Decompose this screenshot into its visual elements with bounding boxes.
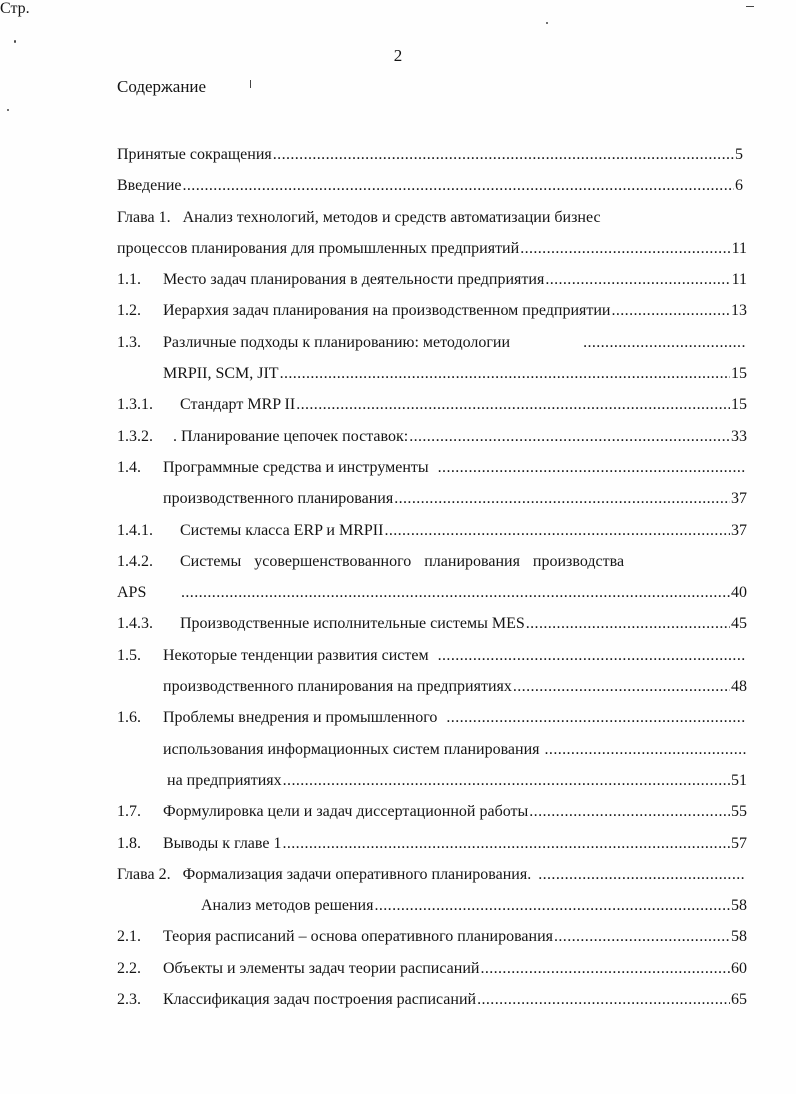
toc-entry-number: 1.3. — [117, 333, 141, 351]
toc-entry — [117, 139, 747, 170]
toc-entry-page: 11 — [731, 271, 747, 289]
toc-entry-page: 45 — [731, 615, 747, 633]
toc-entry-title-line: использования информационных систем планирования — [163, 740, 540, 758]
scan-speck — [746, 6, 754, 7]
toc-entry-continuation — [117, 890, 747, 921]
toc-entry-page: 60 — [731, 959, 747, 977]
toc-entry-page: 57 — [731, 834, 747, 852]
toc-entry-number: 1.4. — [117, 458, 141, 476]
toc-entry-number: 1.4.2. — [117, 552, 153, 570]
toc-entry-number: 1.2. — [117, 302, 141, 320]
toc-entry — [117, 452, 747, 483]
toc-entry — [117, 202, 747, 233]
toc-entry-page: 40 — [731, 584, 747, 602]
toc-entry-title-line: производственного планирования — [163, 490, 394, 508]
toc-entry-title: Выводы к главе 1 — [163, 834, 282, 852]
toc-entry-page: 58 — [731, 897, 747, 915]
toc-entry-title-line: Проблемы внедрения и промышленного — [163, 709, 438, 727]
toc-entry-title: Теория расписаний – основа оперативного планирования — [163, 928, 553, 946]
toc-entry-title: . Планирование цепочек поставок: — [173, 427, 409, 445]
toc-entry-page: 6 — [735, 177, 743, 195]
toc-entry-number: 1.6. — [117, 709, 141, 727]
toc-entry-title-line: производственного планирования на предприятиях — [163, 678, 512, 696]
toc-entry-number: 2.2. — [117, 959, 141, 977]
toc-entry — [117, 796, 747, 827]
toc-entry-title: Иерархия задач планирования на производственном предприятии — [163, 302, 611, 320]
toc-entry-number: 2.3. — [117, 991, 141, 1009]
toc-entry-page: 15 — [731, 365, 747, 383]
toc-entry-continuation — [117, 483, 747, 514]
toc-entry-continuation — [117, 671, 747, 702]
toc-entry — [117, 170, 747, 201]
toc-entry-page: 11 — [731, 239, 747, 257]
toc-entry — [117, 327, 747, 358]
toc-entry-title: Производственные исполнительные системы MES — [180, 615, 525, 633]
scan-speck — [250, 80, 251, 88]
toc-entry-number: 1.3.2. — [117, 427, 153, 445]
toc-entry-number: 1.7. — [117, 803, 141, 821]
toc-entry-title-line: Анализ методов решения — [201, 897, 374, 915]
toc-entry — [117, 389, 747, 420]
toc-entry — [117, 295, 747, 326]
toc-entry — [117, 608, 747, 639]
toc-entry-title-line: Некоторые тенденции развития систем — [163, 646, 429, 664]
toc-entry-continuation — [117, 233, 747, 264]
toc-entry — [117, 546, 747, 577]
toc-entry — [117, 984, 747, 1015]
toc-entry-number: 1.1. — [117, 271, 141, 289]
toc-entry-page: 5 — [735, 146, 743, 163]
toc-entry — [117, 953, 747, 984]
toc-entry-title-line: Глава 2. Формализация задачи оперативного планирования. — [117, 865, 532, 883]
toc-entry-page: 33 — [731, 427, 747, 445]
page-column-heading: Стр. — [0, 0, 30, 17]
toc-entry-page: 48 — [731, 678, 747, 696]
toc-entry-title-line: процессов планирования для промышленных предприятий — [117, 239, 520, 257]
toc-entry-continuation — [117, 358, 747, 389]
toc-entry — [117, 828, 747, 859]
toc-entry — [117, 640, 747, 671]
toc-entry-page: 37 — [731, 490, 747, 508]
toc-entry-title: Классификация задач построения расписаний — [163, 991, 477, 1009]
toc-entry-title-line: Программные средства и инструменты — [163, 458, 429, 476]
toc-entry-page: 15 — [731, 396, 747, 414]
toc-entry-title: Стандарт MRP II — [180, 396, 296, 414]
toc-entry-number: 1.8. — [117, 834, 141, 852]
toc-entry-number: 1.4.1. — [117, 521, 153, 539]
scan-speck — [14, 40, 16, 43]
toc-entry-page: 51 — [731, 771, 747, 789]
toc-entry — [117, 421, 747, 452]
toc-entry-title-line: Глава 1. Анализ технологий, методов и средств автоматизации бизнес — [117, 208, 601, 226]
toc-entry-number: 1.4.3. — [117, 615, 153, 633]
scan-speck — [546, 22, 548, 24]
toc-entry-title: Системы класса ERP и MRPII — [180, 521, 384, 539]
toc-entry — [117, 515, 747, 546]
toc-entry-title: Объекты и элементы задач теории расписаний — [163, 959, 480, 977]
toc-entry-page: 13 — [731, 302, 747, 320]
toc-entry — [117, 859, 747, 890]
toc-entry-title-line: MRPII, SCM, JIT — [163, 365, 279, 383]
toc-entry-number: 1.5. — [117, 646, 141, 664]
toc-entry-number: 1.3.1. — [117, 396, 153, 414]
page-number: 2 — [393, 46, 403, 65]
toc-entry-continuation — [117, 577, 747, 608]
toc-entry-title-line: Системы усовершенствованного планирования производства — [180, 552, 625, 570]
table-of-contents — [117, 139, 747, 1015]
toc-entry-page: 65 — [731, 991, 747, 1009]
toc-entry — [117, 264, 747, 295]
toc-entry-title: Принятые сокращения — [117, 146, 272, 163]
toc-entry-page: 55 — [731, 803, 747, 821]
toc-entry-title-line: Различные подходы к планированию: методологии — [163, 333, 511, 351]
toc-heading: Содержание — [117, 77, 207, 96]
toc-entry-continuation — [117, 765, 747, 796]
scan-speck — [7, 109, 9, 111]
toc-entry-number: 2.1. — [117, 928, 141, 946]
toc-entry — [117, 921, 747, 952]
toc-entry-continuation — [117, 734, 747, 765]
toc-entry-title: Введение — [117, 177, 182, 195]
toc-entry-page: 58 — [731, 928, 747, 946]
toc-entry-page: 37 — [731, 521, 747, 539]
toc-entry-title-line: APS — [117, 584, 147, 602]
toc-entry-title: Формулировка цели и задач диссертационной работы — [163, 803, 529, 821]
toc-entry — [117, 702, 747, 733]
toc-entry-title: Место задач планирования в деятельности предприятия — [163, 271, 545, 289]
toc-entry-title-line: на предприятиях — [167, 771, 282, 789]
